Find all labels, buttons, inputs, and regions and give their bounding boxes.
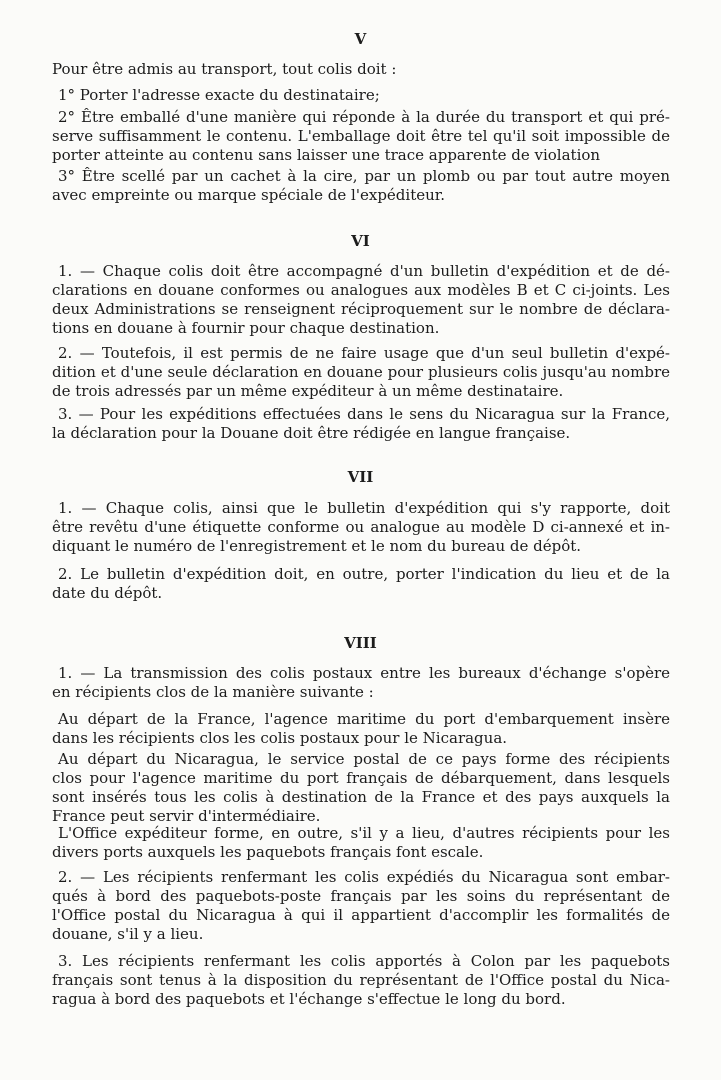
section-heading-viii: VIII	[344, 634, 377, 652]
section-vii-paragraph-1: 1. — Chaque colis, ainsi que le bulletin d'expédition qui s'y rapporte, doit être revêtu d'une étiquette conforme ou analogue au modèle D ci-annexé et in- diquant le numéro de l'enregistrement et le nom du bureau de dépôt.	[52, 499, 670, 555]
section-vi-paragraph-2: 2. — Toutefois, il est permis de ne faire usage que d'un seul bulletin d'expé- dition et d'une seule déclaration en douane pour plusieurs colis jusqu'au nombre de trois adressés par un même expéditeur à un même destinataire.	[52, 344, 670, 400]
section-heading-vii: VII	[347, 468, 374, 486]
section-v-intro: Pour être admis au transport, tout colis doit :	[52, 60, 397, 78]
section-vi-paragraph-3: 3. — Pour les expéditions effectuées dans le sens du Nicaragua sur la France, la déclaration pour la Douane doit être rédigée en langue française.	[52, 405, 670, 442]
section-heading-v: V	[354, 30, 367, 48]
section-viii-paragraph-1: 1. — La transmission des colis postaux entre les bureaux d'échange s'opère en récipients clos de la manière suivante :	[52, 664, 670, 701]
section-viii-paragraph-3: Au départ du Nicaragua, le service postal de ce pays forme des récipients clos pour l'agence maritime du port français de débarquement, dans lesquels sont insérés tous les colis à destination de la France et des pays auxquels la France peut servir d'intermédiaire.	[52, 750, 670, 825]
section-viii-paragraph-6: 3. Les récipients renfermant les colis apportés à Colon par les paquebots français sont tenus à la disposition du représentant de l'Office postal du Nica- ragua à bord des paquebots et l'échange s'effectue le long du bord.	[52, 952, 670, 1008]
section-viii-paragraph-5: 2. — Les récipients renfermant les colis expédiés du Nicaragua sont embar- qués à bord des paquebots-poste français par les soins du représentant de l'Office postal du Nicaragua à qui il appartient d'accomplir les formalités de douane, s'il y a lieu.	[52, 868, 670, 943]
section-viii-paragraph-2: Au départ de la France, l'agence maritime du port d'embarquement insère dans les récipients clos les colis postaux pour le Nicaragua.	[52, 710, 670, 747]
section-vii-paragraph-2: 2. Le bulletin d'expédition doit, en outre, porter l'indication du lieu et de la date du dépôt.	[52, 565, 670, 602]
section-heading-vi: VI	[351, 232, 370, 250]
section-v-item-1: 1° Porter l'adresse exacte du destinataire;	[58, 86, 380, 104]
section-viii-paragraph-4: L'Office expéditeur forme, en outre, s'il y a lieu, d'autres récipients pour les divers ports auxquels les paquebots français font escale.	[52, 824, 670, 861]
section-v-item-2: 2° Être emballé d'une manière qui réponde à la durée du transport et qui pré- serve suffisamment le contenu. L'emballage doit être tel qu'il soit impossible de porter atteinte au contenu sans laisser une trace apparente de violation	[52, 108, 670, 164]
section-v-item-3: 3° Être scellé par un cachet à la cire, par un plomb ou par tout autre moyen avec empreinte ou marque spéciale de l'expéditeur.	[52, 167, 670, 204]
section-vi-paragraph-1: 1. — Chaque colis doit être accompagné d'un bulletin d'expédition et de dé- clarations en douane conformes ou analogues aux modèles B et C ci-joints. Les deux Administrations se renseignent réciproquement sur le nombre de déclara- tions en douane à fournir pour chaque destination.	[52, 262, 670, 337]
